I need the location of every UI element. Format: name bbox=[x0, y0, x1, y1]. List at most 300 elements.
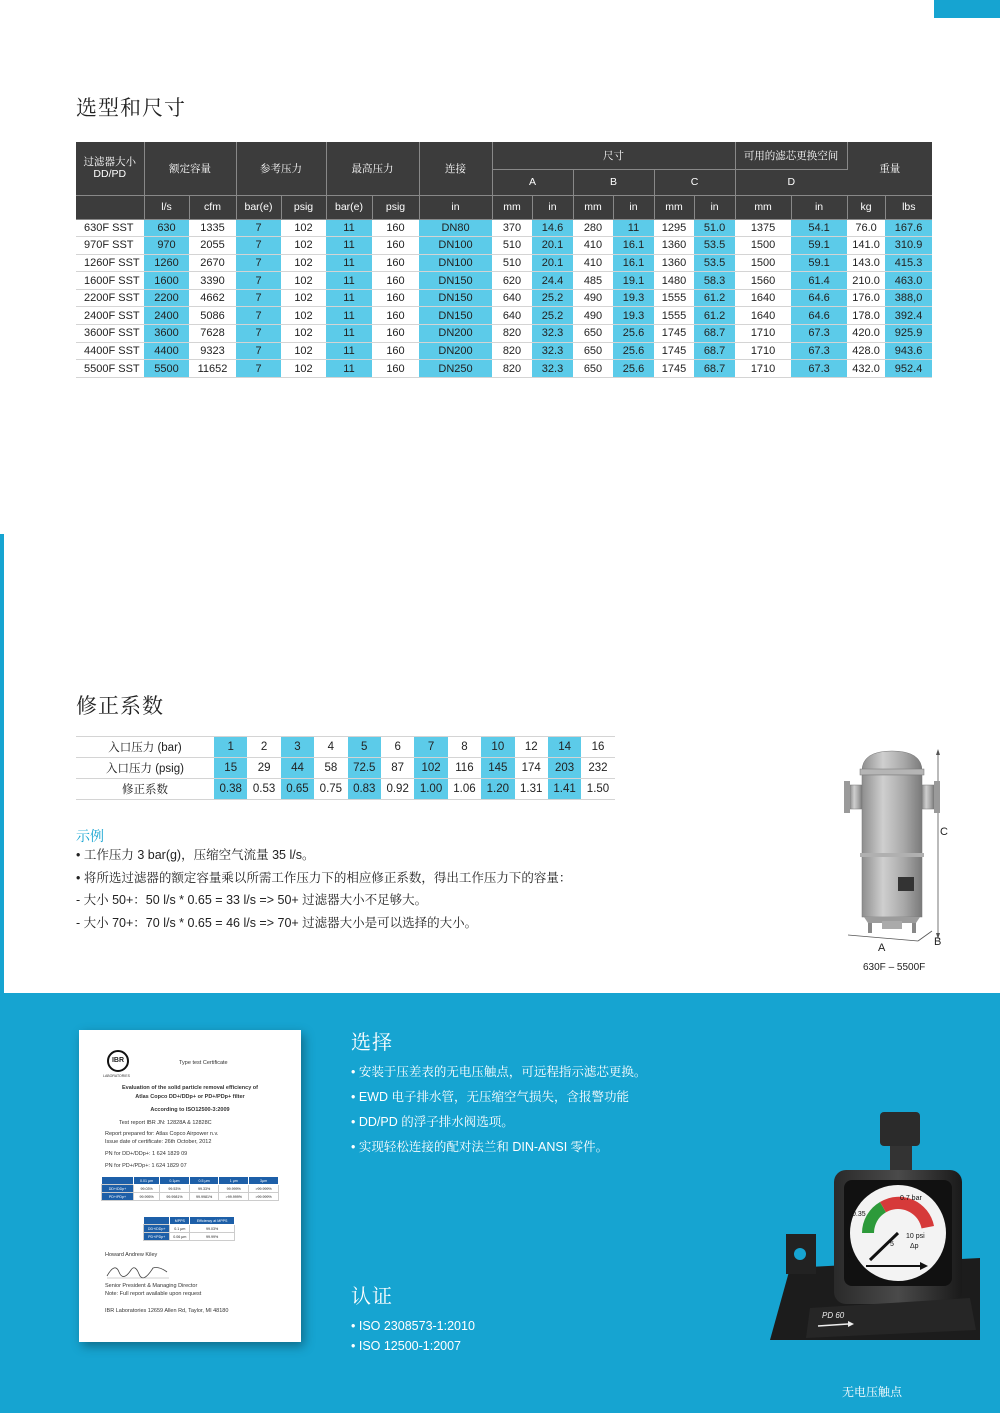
options-item: • DD/PD 的浮子排水阀选项。 bbox=[351, 1115, 514, 1129]
gauge-scale-0: 0 bbox=[848, 1253, 852, 1260]
gauge-scale-dp: Δp bbox=[910, 1243, 919, 1250]
table-cell: 76.0 bbox=[847, 219, 885, 237]
unit-header: psig bbox=[281, 195, 326, 219]
table-cell: 68.7 bbox=[694, 360, 735, 378]
table-cell: 59.1 bbox=[791, 254, 847, 272]
correction-cell: 203 bbox=[548, 758, 581, 779]
table-cell: 420.0 bbox=[847, 325, 885, 343]
unit-header: l/s bbox=[144, 195, 189, 219]
table-cell: 58.3 bbox=[694, 272, 735, 290]
table-cell: 1360 bbox=[654, 237, 694, 255]
table-cell: 415.3 bbox=[885, 254, 932, 272]
correction-cell: 87 bbox=[381, 758, 414, 779]
cert-heading2: Atlas Copco DD+/DDp+ or PD+/PDp+ filter bbox=[135, 1094, 245, 1100]
table-cell: 67.3 bbox=[791, 325, 847, 343]
table-cell: DN150 bbox=[419, 307, 492, 325]
correction-cell: 1.06 bbox=[448, 779, 481, 800]
table-row bbox=[76, 289, 932, 307]
table-cell: 820 bbox=[492, 360, 532, 378]
correction-row bbox=[76, 758, 615, 779]
table-cell: 68.7 bbox=[694, 325, 735, 343]
table-cell: 11 bbox=[326, 325, 372, 343]
options-item: • 安装于压差表的无电压触点，可远程指示滤芯更换。 bbox=[351, 1065, 647, 1079]
cert-table-head: 0.01 μm bbox=[134, 1177, 160, 1185]
table-cell: 2670 bbox=[189, 254, 236, 272]
table-cell: 1710 bbox=[735, 325, 791, 343]
certification-item: • ISO 2308573-1:2010 bbox=[351, 1319, 475, 1333]
cert-type: Type test Certificate bbox=[179, 1060, 228, 1066]
cert-issued: Issue date of certificate: 26th October, 2012 bbox=[105, 1139, 212, 1145]
cert-logo-sub: LABORATORIES bbox=[103, 1074, 130, 1078]
cert-table-cell: 0.1 μm bbox=[170, 1225, 190, 1233]
unit-header: kg bbox=[847, 195, 885, 219]
unit-header: lbs bbox=[885, 195, 932, 219]
table-cell: DN250 bbox=[419, 360, 492, 378]
table-cell: 67.3 bbox=[791, 360, 847, 378]
table-cell: 11 bbox=[613, 219, 654, 237]
example-line: - 大小 70+：70 l/s * 0.65 = 46 l/s => 70+ 过滤器大小是可以选择的大小。 bbox=[76, 916, 478, 931]
table-cell: 160 bbox=[372, 342, 419, 360]
table-cell: 102 bbox=[281, 254, 326, 272]
cert-table-efficiency bbox=[101, 1176, 279, 1201]
table-cell: 1375 bbox=[735, 219, 791, 237]
selection-table-body bbox=[76, 219, 932, 377]
table-cell: 11 bbox=[326, 272, 372, 290]
table-cell: 25.2 bbox=[532, 289, 573, 307]
correction-title: 修正系数 bbox=[76, 695, 164, 718]
header-dimensions: 尺寸 bbox=[492, 142, 735, 169]
certificate-image bbox=[79, 1030, 301, 1342]
cert-table-cell: 99.33% bbox=[189, 1185, 219, 1193]
unit-header: bar(e) bbox=[236, 195, 281, 219]
filter-size-cell: 2200F SST bbox=[76, 289, 144, 307]
table-cell: 14.6 bbox=[532, 219, 573, 237]
cert-note: Note: Full report available upon request bbox=[105, 1291, 202, 1297]
correction-cell: 12 bbox=[515, 737, 548, 758]
correction-cell: 7 bbox=[414, 737, 447, 758]
table-row bbox=[76, 254, 932, 272]
header-dim-a: A bbox=[492, 169, 573, 195]
options-list bbox=[351, 1060, 646, 1160]
table-cell: 51.0 bbox=[694, 219, 735, 237]
table-cell: 160 bbox=[372, 272, 419, 290]
table-cell: 143.0 bbox=[847, 254, 885, 272]
table-cell: 61.2 bbox=[694, 289, 735, 307]
table-cell: 32.3 bbox=[532, 342, 573, 360]
table-cell: 25.6 bbox=[613, 325, 654, 343]
gauge-scale-035: 0.35 bbox=[852, 1211, 866, 1218]
table-cell: 102 bbox=[281, 325, 326, 343]
table-cell: 1500 bbox=[735, 237, 791, 255]
cert-table-cell: 99.03% bbox=[190, 1225, 235, 1233]
filter-size-cell: 4400F SST bbox=[76, 342, 144, 360]
correction-cell: 0.65 bbox=[281, 779, 314, 800]
cert-table-cell: 99.999% bbox=[219, 1185, 249, 1193]
table-cell: 370 bbox=[492, 219, 532, 237]
table-cell: 53.5 bbox=[694, 254, 735, 272]
unit-header: in bbox=[532, 195, 573, 219]
cert-table-cell: >99.999% bbox=[219, 1193, 249, 1201]
ibr-logo: IBR bbox=[107, 1050, 129, 1072]
dim-label-b: B bbox=[934, 936, 942, 948]
example-title: 示例 bbox=[76, 828, 104, 844]
table-cell: 11 bbox=[326, 342, 372, 360]
table-cell: 160 bbox=[372, 289, 419, 307]
cert-table-cell: 99.9981% bbox=[160, 1193, 190, 1201]
cert-pn1: PN for DD+/DDp+: 1 624 1829 09 bbox=[105, 1151, 188, 1157]
correction-cell: 29 bbox=[247, 758, 280, 779]
filter-size-cell: 3600F SST bbox=[76, 325, 144, 343]
unit-header: mm bbox=[573, 195, 613, 219]
table-cell: 53.5 bbox=[694, 237, 735, 255]
options-item: • 实现轻松连接的配对法兰和 DIN-ANSI 零件。 bbox=[351, 1140, 609, 1154]
correction-cell: 0.75 bbox=[314, 779, 347, 800]
table-cell: 11 bbox=[326, 360, 372, 378]
table-cell: 2055 bbox=[189, 237, 236, 255]
header-ref-pressure: 参考压力 bbox=[236, 142, 326, 195]
correction-table bbox=[76, 736, 615, 800]
header-size: 过滤器大小 DD/PD bbox=[76, 142, 144, 195]
table-cell: DN100 bbox=[419, 254, 492, 272]
cert-table-head: 3μm bbox=[249, 1177, 279, 1185]
table-cell: 68.7 bbox=[694, 342, 735, 360]
table-cell: 7 bbox=[236, 307, 281, 325]
unit-header: in bbox=[419, 195, 492, 219]
table-cell: 25.2 bbox=[532, 307, 573, 325]
cert-table-cell: 99.995% bbox=[134, 1193, 160, 1201]
table-cell: DN80 bbox=[419, 219, 492, 237]
table-cell: 640 bbox=[492, 289, 532, 307]
cert-table-cell: PD+/PDp+ bbox=[144, 1233, 170, 1241]
table-cell: 7 bbox=[236, 360, 281, 378]
table-cell: 490 bbox=[573, 289, 613, 307]
table-row bbox=[76, 307, 932, 325]
example-line: • 将所选过滤器的额定容量乘以所需工作压力下的相应修正系数，得出工作压力下的容量： bbox=[76, 870, 572, 885]
table-cell: 2200 bbox=[144, 289, 189, 307]
cert-table-head: MPPS bbox=[170, 1217, 190, 1225]
table-cell: 160 bbox=[372, 307, 419, 325]
correction-cell: 0.92 bbox=[381, 779, 414, 800]
correction-row bbox=[76, 737, 615, 758]
cert-signed: Howard Andrew Kiley bbox=[105, 1252, 158, 1258]
table-cell: 410 bbox=[573, 254, 613, 272]
table-cell: 102 bbox=[281, 342, 326, 360]
table-cell: 24.4 bbox=[532, 272, 573, 290]
filter-size-cell: 1260F SST bbox=[76, 254, 144, 272]
table-cell: 650 bbox=[573, 342, 613, 360]
table-cell: 11652 bbox=[189, 360, 236, 378]
table-cell: 25.6 bbox=[613, 360, 654, 378]
cert-table-cell: 99.53% bbox=[160, 1185, 190, 1193]
correction-cell: 0.53 bbox=[247, 779, 280, 800]
correction-row bbox=[76, 779, 615, 800]
table-cell: DN150 bbox=[419, 289, 492, 307]
correction-cell: 3 bbox=[281, 737, 314, 758]
header-weight: 重量 bbox=[847, 142, 932, 195]
table-cell: 61.2 bbox=[694, 307, 735, 325]
table-cell: 970 bbox=[144, 237, 189, 255]
header-connection: 连接 bbox=[419, 142, 492, 195]
table-cell: 510 bbox=[492, 254, 532, 272]
table-cell: 1560 bbox=[735, 272, 791, 290]
correction-row-label: 入口压力 (psig) bbox=[76, 758, 214, 779]
table-cell: 1555 bbox=[654, 289, 694, 307]
cert-report: Test report IBR JN: 12828A & 12828C bbox=[119, 1120, 212, 1126]
table-cell: 1480 bbox=[654, 272, 694, 290]
differential-gauge-photo bbox=[770, 1108, 980, 1340]
header-dim-d: D bbox=[735, 169, 847, 195]
table-cell: 160 bbox=[372, 254, 419, 272]
filter-size-cell: 5500F SST bbox=[76, 360, 144, 378]
table-cell: 102 bbox=[281, 237, 326, 255]
table-cell: 820 bbox=[492, 325, 532, 343]
header-dim-c: C bbox=[654, 169, 735, 195]
correction-row-label: 入口压力 (bar) bbox=[76, 737, 214, 758]
gauge-scale-5: 5 bbox=[890, 1241, 894, 1248]
example-line: • 工作压力 3 bar(g)，压缩空气流量 35 l/s。 bbox=[76, 848, 315, 862]
table-cell: 178.0 bbox=[847, 307, 885, 325]
cert-table-cell: 99.99% bbox=[190, 1233, 235, 1241]
options-item: • EWD 电子排水管，无压缩空气损失，含报警功能 bbox=[351, 1090, 629, 1104]
table-cell: 432.0 bbox=[847, 360, 885, 378]
header-max-pressure: 最高压力 bbox=[326, 142, 419, 195]
cert-table-cell: PD+/PDp+ bbox=[102, 1193, 134, 1201]
cert-heading1: Evaluation of the solid particle removal efficiency of bbox=[121, 1085, 258, 1091]
correction-cell: 6 bbox=[381, 737, 414, 758]
correction-cell: 102 bbox=[414, 758, 447, 779]
table-cell: 650 bbox=[573, 325, 613, 343]
table-row bbox=[76, 342, 932, 360]
table-cell: 160 bbox=[372, 325, 419, 343]
table-cell: 210.0 bbox=[847, 272, 885, 290]
filter-size-cell: 630F SST bbox=[76, 219, 144, 237]
table-cell: DN100 bbox=[419, 237, 492, 255]
unit-header: mm bbox=[654, 195, 694, 219]
correction-cell: 174 bbox=[515, 758, 548, 779]
unit-header: mm bbox=[735, 195, 791, 219]
table-cell: DN200 bbox=[419, 325, 492, 343]
filter-size-cell: 1600F SST bbox=[76, 272, 144, 290]
table-cell: 7 bbox=[236, 342, 281, 360]
table-cell: 11 bbox=[326, 219, 372, 237]
table-cell: 392.4 bbox=[885, 307, 932, 325]
cert-footer: IBR Laboratories 12659 Allen Rd, Taylor, MI 48180 bbox=[105, 1308, 229, 1314]
correction-cell: 5 bbox=[348, 737, 381, 758]
table-cell: 167.6 bbox=[885, 219, 932, 237]
table-cell: 19.3 bbox=[613, 289, 654, 307]
correction-cell: 1 bbox=[214, 737, 247, 758]
table-cell: 11 bbox=[326, 237, 372, 255]
table-cell: 9323 bbox=[189, 342, 236, 360]
table-cell: 490 bbox=[573, 307, 613, 325]
table-cell: 102 bbox=[281, 219, 326, 237]
table-cell: 428.0 bbox=[847, 342, 885, 360]
signature bbox=[105, 1260, 171, 1280]
gauge-scale-10: 10 psi bbox=[906, 1233, 925, 1240]
table-cell: 64.6 bbox=[791, 289, 847, 307]
correction-cell: 1.50 bbox=[581, 779, 614, 800]
dim-label-c: C bbox=[940, 826, 948, 838]
unit-header: in bbox=[791, 195, 847, 219]
table-cell: 410 bbox=[573, 237, 613, 255]
table-cell: 7 bbox=[236, 325, 281, 343]
table-cell: 2400 bbox=[144, 307, 189, 325]
table-cell: 1360 bbox=[654, 254, 694, 272]
table-cell: 640 bbox=[492, 307, 532, 325]
cert-table-cell: DD+/DDp+ bbox=[144, 1225, 170, 1233]
table-cell: 1555 bbox=[654, 307, 694, 325]
table-cell: 463.0 bbox=[885, 272, 932, 290]
correction-cell: 232 bbox=[581, 758, 614, 779]
table-cell: 1260 bbox=[144, 254, 189, 272]
table-row bbox=[76, 219, 932, 237]
cert-pn2: PN for PD+/PDp+: 1 624 1829 07 bbox=[105, 1163, 187, 1169]
table-cell: 3600 bbox=[144, 325, 189, 343]
correction-cell: 1.31 bbox=[515, 779, 548, 800]
table-cell: 485 bbox=[573, 272, 613, 290]
cert-prepared: Report prepared for: Atlas Copco Airpower n.v. bbox=[105, 1131, 219, 1137]
header-dim-b: B bbox=[573, 169, 654, 195]
table-cell: 20.1 bbox=[532, 237, 573, 255]
filter-caption: 630F – 5500F bbox=[863, 962, 926, 973]
table-cell: 820 bbox=[492, 342, 532, 360]
table-cell: 388,0 bbox=[885, 289, 932, 307]
table-row bbox=[76, 272, 932, 290]
table-cell: 1500 bbox=[735, 254, 791, 272]
table-cell: 160 bbox=[372, 360, 419, 378]
filter-size-cell: 970F SST bbox=[76, 237, 144, 255]
correction-cell: 0.38 bbox=[214, 779, 247, 800]
table-cell: 19.1 bbox=[613, 272, 654, 290]
table-cell: 25.6 bbox=[613, 342, 654, 360]
cert-table-head: Efficiency at MPPS bbox=[190, 1217, 235, 1225]
left-accent-rule bbox=[0, 534, 4, 994]
table-cell: 1710 bbox=[735, 360, 791, 378]
table-cell: 67.3 bbox=[791, 342, 847, 360]
table-cell: 32.3 bbox=[532, 360, 573, 378]
options-title: 选择 bbox=[351, 1032, 393, 1054]
table-cell: 7 bbox=[236, 289, 281, 307]
table-cell: 16.1 bbox=[613, 237, 654, 255]
example-line: - 大小 50+：50 l/s * 0.65 = 33 l/s => 50+ 过滤器大小不足够大。 bbox=[76, 893, 428, 908]
table-cell: 630 bbox=[144, 219, 189, 237]
correction-cell: 15 bbox=[214, 758, 247, 779]
correction-cell: 72.5 bbox=[348, 758, 381, 779]
table-cell: 102 bbox=[281, 360, 326, 378]
gauge-caption: 无电压触点 bbox=[842, 1385, 903, 1399]
table-cell: 61.4 bbox=[791, 272, 847, 290]
cert-table-head: 1 μm bbox=[219, 1177, 249, 1185]
table-cell: 1600 bbox=[144, 272, 189, 290]
table-cell: 160 bbox=[372, 237, 419, 255]
unit-header: psig bbox=[372, 195, 419, 219]
unit-row bbox=[76, 195, 932, 219]
table-cell: 1745 bbox=[654, 325, 694, 343]
table-cell: 102 bbox=[281, 272, 326, 290]
cert-signer: Senior President & Managing Director bbox=[105, 1283, 198, 1289]
unit-header: in bbox=[694, 195, 735, 219]
correction-cell: 10 bbox=[481, 737, 514, 758]
table-cell: 64.6 bbox=[791, 307, 847, 325]
table-cell: 1640 bbox=[735, 307, 791, 325]
table-cell: 510 bbox=[492, 237, 532, 255]
table-cell: 1640 bbox=[735, 289, 791, 307]
correction-cell: 16 bbox=[581, 737, 614, 758]
unit-header: mm bbox=[492, 195, 532, 219]
unit-blank bbox=[76, 195, 144, 219]
table-cell: 11 bbox=[326, 254, 372, 272]
cert-heading3: According to ISO12500-3:2009 bbox=[150, 1107, 230, 1113]
correction-cell: 58 bbox=[314, 758, 347, 779]
table-cell: 310.9 bbox=[885, 237, 932, 255]
cert-table-cell: >99.999% bbox=[249, 1185, 279, 1193]
table-cell: 11 bbox=[326, 307, 372, 325]
table-cell: 32.3 bbox=[532, 325, 573, 343]
table-cell: 925.9 bbox=[885, 325, 932, 343]
table-cell: 280 bbox=[573, 219, 613, 237]
table-cell: 102 bbox=[281, 307, 326, 325]
table-cell: 11 bbox=[326, 289, 372, 307]
cert-table-cell: 0.06 μm bbox=[170, 1233, 190, 1241]
correction-cell: 1.00 bbox=[414, 779, 447, 800]
table-cell: 160 bbox=[372, 219, 419, 237]
correction-cell: 2 bbox=[247, 737, 280, 758]
unit-header: cfm bbox=[189, 195, 236, 219]
cert-table-cell: 99.9981% bbox=[189, 1193, 219, 1201]
gauge-scale-07: 0.7 bar bbox=[900, 1195, 922, 1202]
table-cell: 59.1 bbox=[791, 237, 847, 255]
table-cell: 7 bbox=[236, 272, 281, 290]
correction-cell: 0.83 bbox=[348, 779, 381, 800]
table-row bbox=[76, 325, 932, 343]
table-cell: 7628 bbox=[189, 325, 236, 343]
table-cell: 7 bbox=[236, 254, 281, 272]
table-cell: 650 bbox=[573, 360, 613, 378]
cert-table-head: 0.1μm bbox=[160, 1177, 190, 1185]
example-lines bbox=[76, 844, 571, 935]
correction-table-body bbox=[76, 737, 615, 800]
table-cell: DN150 bbox=[419, 272, 492, 290]
table-cell: DN200 bbox=[419, 342, 492, 360]
table-cell: 1295 bbox=[654, 219, 694, 237]
table-cell: 16.1 bbox=[613, 254, 654, 272]
selection-table bbox=[76, 142, 932, 378]
table-cell: 620 bbox=[492, 272, 532, 290]
correction-cell: 44 bbox=[281, 758, 314, 779]
correction-cell: 1.20 bbox=[481, 779, 514, 800]
table-row bbox=[76, 360, 932, 378]
table-cell: 20.1 bbox=[532, 254, 573, 272]
table-cell: 102 bbox=[281, 289, 326, 307]
header-service-space: 可用的滤芯更换空间 bbox=[735, 142, 847, 169]
cert-table-cell: 99.03% bbox=[134, 1185, 160, 1193]
correction-cell: 4 bbox=[314, 737, 347, 758]
table-cell: 4400 bbox=[144, 342, 189, 360]
table-cell: 141.0 bbox=[847, 237, 885, 255]
correction-cell: 8 bbox=[448, 737, 481, 758]
table-cell: 176.0 bbox=[847, 289, 885, 307]
table-cell: 952.4 bbox=[885, 360, 932, 378]
table-cell: 1335 bbox=[189, 219, 236, 237]
table-cell: 1745 bbox=[654, 360, 694, 378]
table-cell: 5500 bbox=[144, 360, 189, 378]
correction-cell: 145 bbox=[481, 758, 514, 779]
cert-table-cell: >99.999% bbox=[249, 1193, 279, 1201]
selection-title: 选型和尺寸 bbox=[76, 97, 186, 120]
table-cell: 7 bbox=[236, 237, 281, 255]
table-cell: 19.3 bbox=[613, 307, 654, 325]
certification-item: • ISO 12500-1:2007 bbox=[351, 1339, 462, 1353]
